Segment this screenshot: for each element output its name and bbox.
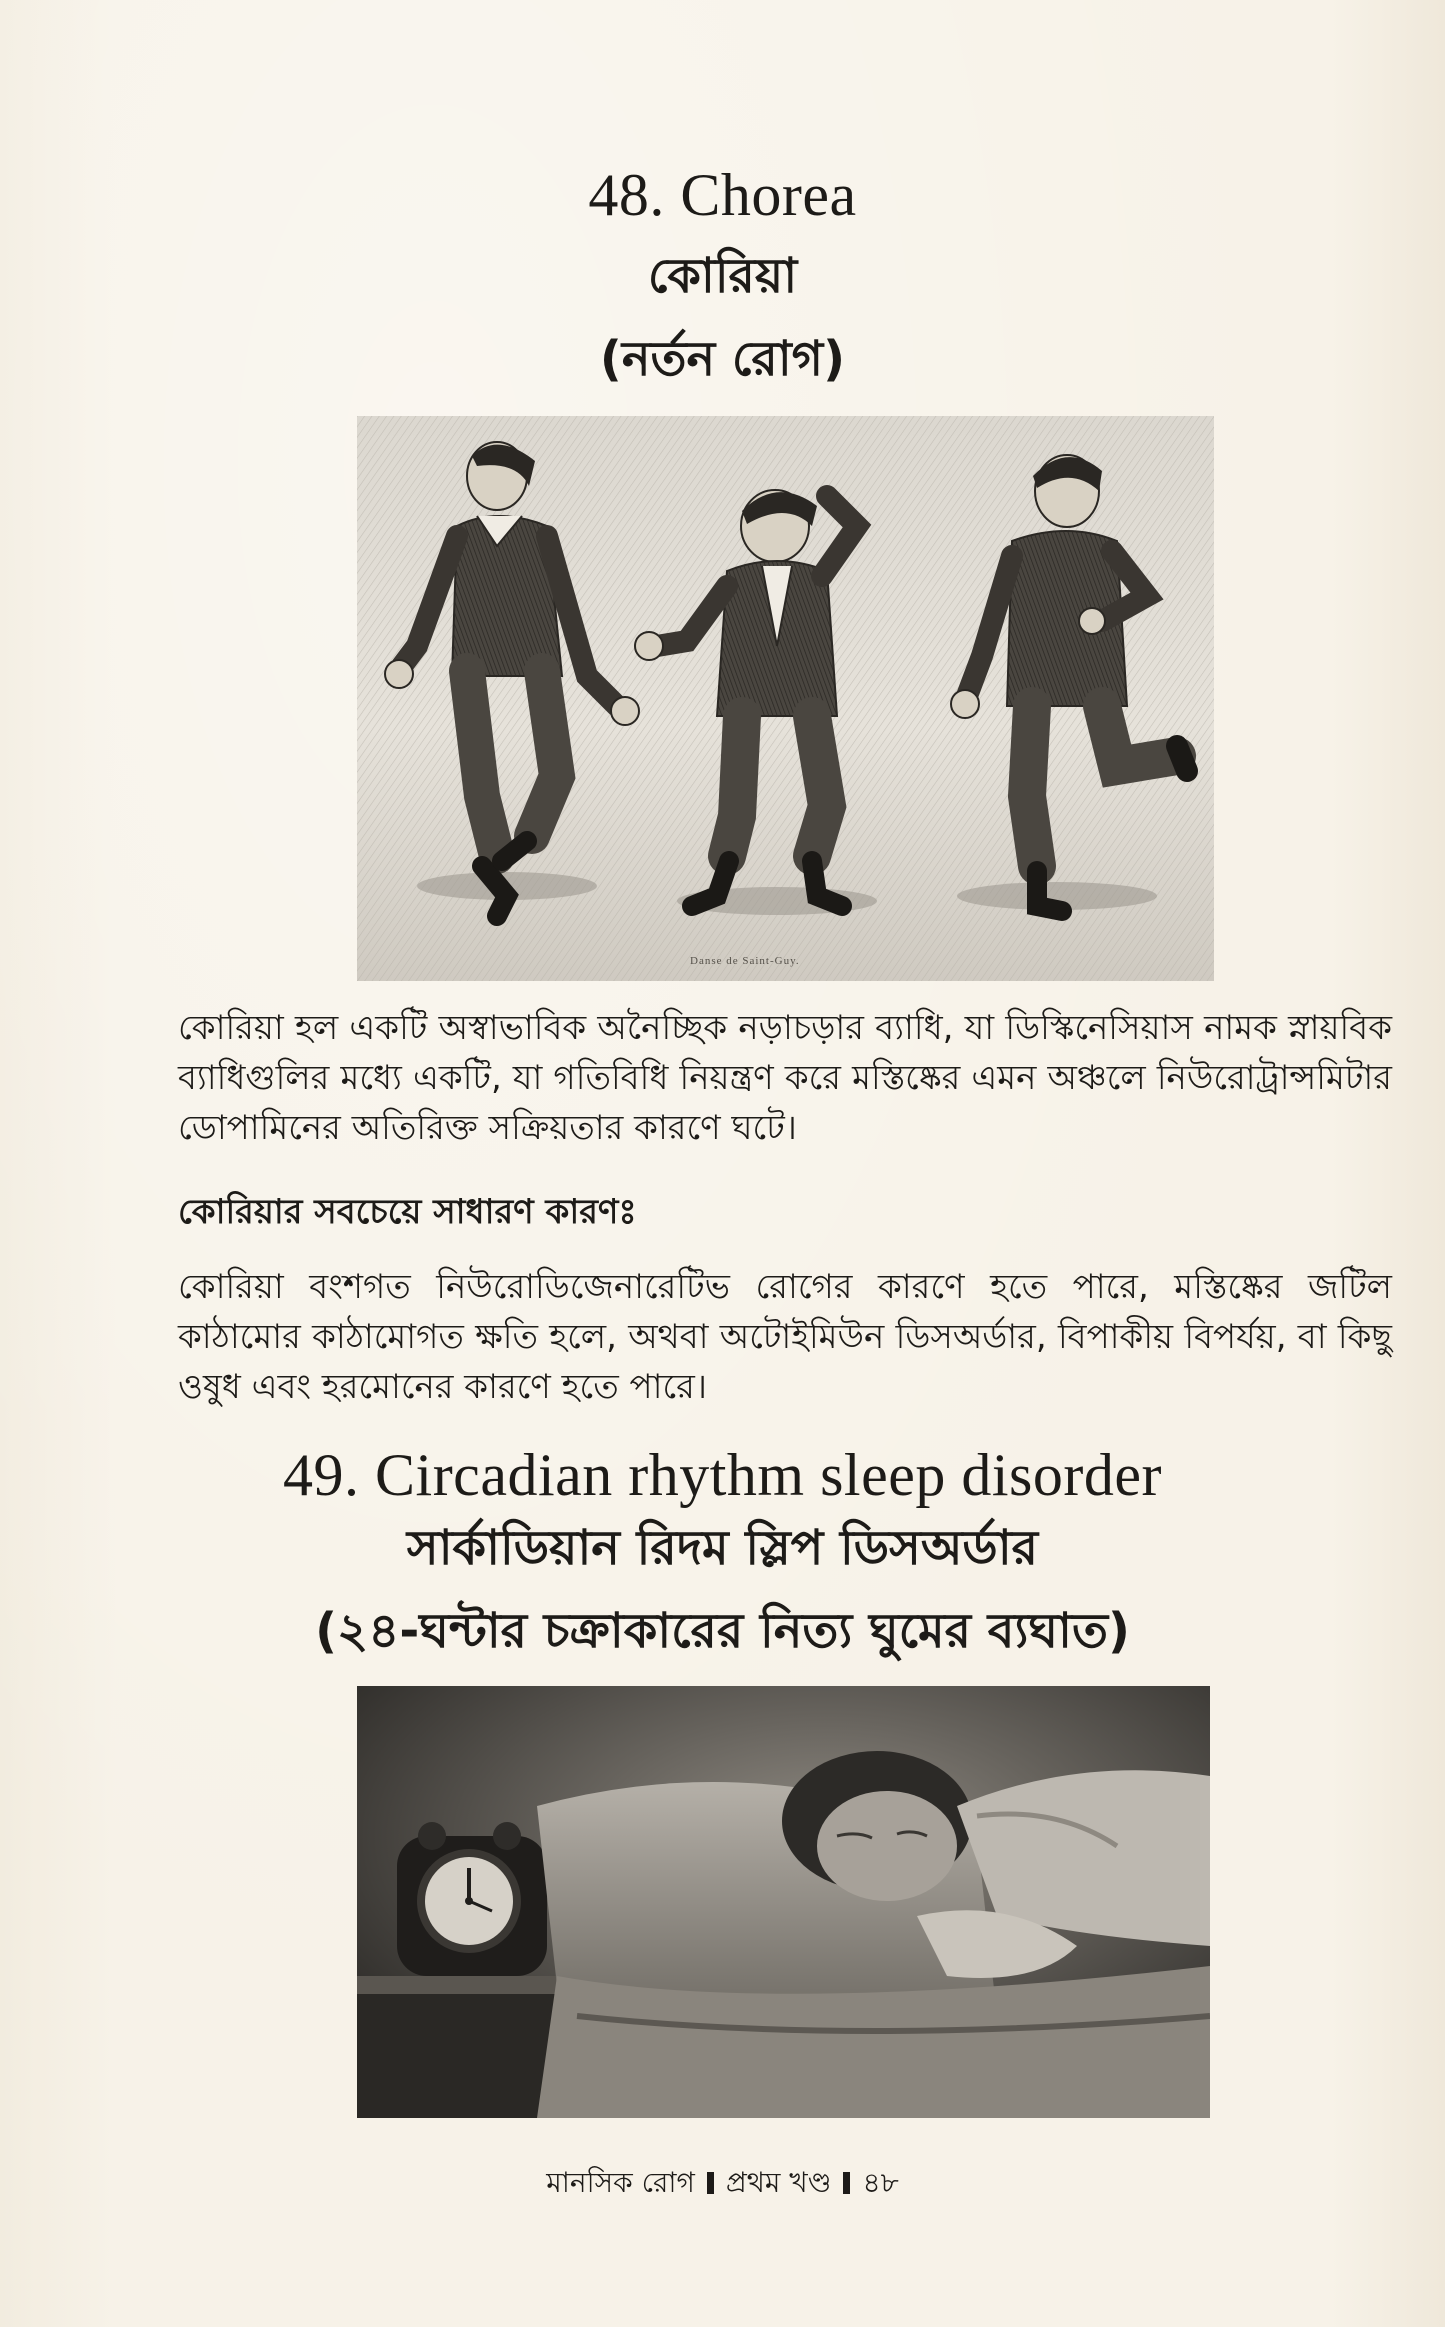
circadian-title-bn: সার্কাডিয়ান রিদম স্লিপ ডিসঅর্ডার: [406, 1520, 1039, 1576]
alarm-clock-icon: [397, 1822, 547, 1976]
footer-separator-2: [843, 2172, 850, 2194]
footer-separator-1: [707, 2172, 714, 2194]
chorea-boys-drawing: [357, 416, 1214, 981]
chorea-causes-heading: কোরিয়ার সবচেয়ে সাধারণ কারণঃ: [178, 1192, 637, 1232]
sleep-scene-drawing: [357, 1686, 1210, 2118]
chorea-title-bn: কোরিয়া: [647, 248, 798, 304]
chorea-subtitle-bn: (নর্তন রোগ): [599, 331, 846, 387]
chorea-causes-text: কোরিয়া বংশগত নিউরোডিজেনারেটিভ রোগের কারণে হতে পারে, মস্তিষ্কের জটিল কাঠামোর কাঠামোগত ক্ষতি হলে, অথবা অটোইমিউন ডিসঅর্ডার, বিপাকীয় বিপর্যয়, বা কিছু ওষুধ এবং হরমোনের কারণে হতে পারে।: [178, 1267, 1392, 1407]
page-footer: [0, 2163, 1445, 2203]
chorea-figure-caption: Danse de Saint-Guy.: [690, 955, 800, 967]
circadian-title-en: 49. Circadian rhythm sleep disorder: [283, 1442, 1162, 1508]
circadian-subtitle-bn: (২৪-ঘন্টার চক্রাকারের নিত্য ঘুমের ব্যঘাত): [315, 1603, 1130, 1659]
chorea-description: কোরিয়া হল একটি অস্বাভাবিক অনৈচ্ছিক নড়াচড়ার ব্যাধি, যা ডিস্কিনেসিয়াস নামক স্নায়বিক ব্যাধিগুলির মধ্যে একটি, যা গতিবিধি নিয়ন্ত্রণ করে মস্তিষ্কের এমন অঞ্চলে নিউরোট্রান্সমিটার ডোপামিনের অতিরিক্ত সক্রিয়তার কারণে ঘটে।: [178, 1008, 1392, 1148]
chorea-title-en: 48. Chorea: [588, 162, 857, 228]
footer-book-title: মানসিক রোগ: [546, 2166, 695, 2199]
chorea-illustration: [357, 416, 1214, 981]
footer-part: প্রথম খণ্ড: [725, 2166, 832, 2199]
footer-page-number: ৪৮: [862, 2166, 899, 2199]
sleeping-person-photo: [357, 1686, 1210, 2118]
